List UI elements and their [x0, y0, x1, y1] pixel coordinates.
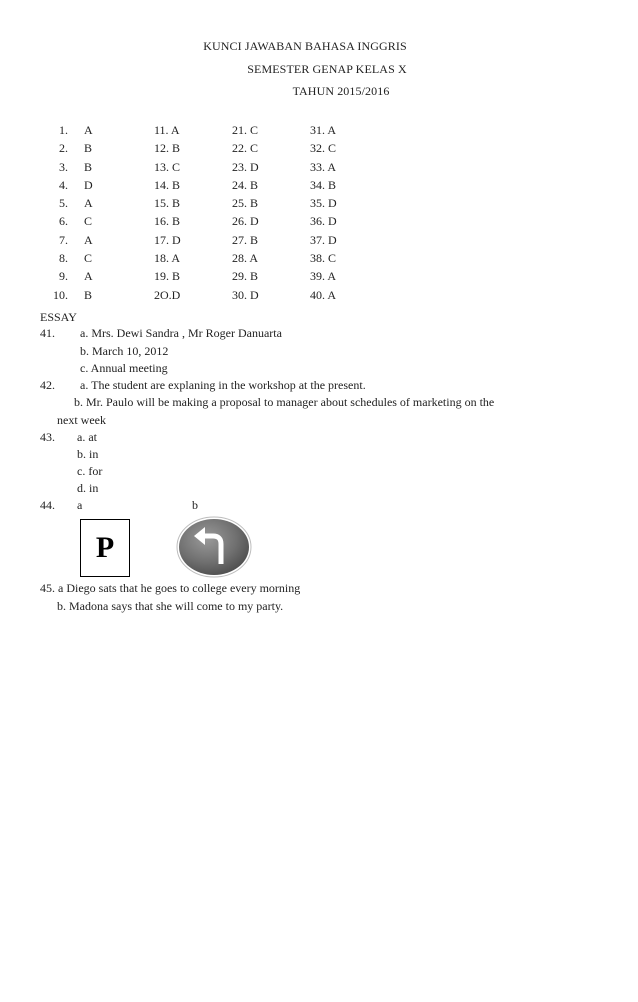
question-number-42: 42. — [40, 378, 55, 392]
answer-43d: d. in — [77, 481, 99, 495]
answer-item: 2O.D — [154, 287, 181, 302]
answer-item: 40. A — [310, 287, 337, 302]
answer-column-1 — [40, 121, 93, 304]
answer-item: 17. D — [154, 232, 181, 247]
answer-item: 31. A — [310, 123, 337, 137]
answer-item: 33. A — [310, 159, 337, 174]
answer-item: 16. B — [154, 214, 181, 229]
question-number-43: 43. — [40, 430, 55, 444]
answer-item: 28. A — [232, 251, 259, 266]
answer-row: 10. B — [53, 287, 93, 302]
answer-row: 1. A — [59, 123, 93, 137]
answer-item: 29. B — [232, 269, 259, 284]
answer-column-4 — [310, 121, 337, 304]
answer-item: 15. B — [154, 196, 181, 211]
answer-43a: a. at — [77, 430, 97, 444]
subtitle-year: TAHUN 2015/2016 — [292, 84, 390, 98]
answer-item: 21. C — [232, 123, 259, 137]
answer-item: 25. B — [232, 196, 259, 211]
answer-item: 14. B — [154, 177, 181, 192]
answer-item: 35. D — [310, 196, 337, 211]
essay-heading: ESSAY — [40, 310, 77, 324]
answer-42b-continued: next week — [57, 413, 106, 427]
answer-row: 4. D — [59, 177, 93, 192]
answer-row: 5. A — [59, 196, 93, 211]
answer-45b: b. Madona says that she will come to my party. — [57, 599, 284, 613]
answer-item: 27. B — [232, 232, 259, 247]
answer-item: 12. B — [154, 141, 181, 156]
answer-item: 26. D — [232, 214, 259, 229]
answer-44a-label: a — [77, 498, 83, 512]
answer-41b: b. March 10, 2012 — [80, 344, 169, 358]
answer-item: 34. B — [310, 177, 337, 192]
answer-item: 13. C — [154, 159, 181, 174]
answer-item: 30. D — [232, 287, 259, 302]
answer-item: 18. A — [154, 251, 181, 266]
answer-row: 7. A — [59, 232, 93, 247]
answer-44b-label: b — [192, 498, 198, 512]
parking-sign-icon — [80, 519, 130, 577]
answer-column-2 — [154, 121, 181, 304]
answer-row: 9. A — [59, 269, 93, 284]
answer-item: 19. B — [154, 269, 181, 284]
answer-row: 6. C — [59, 214, 93, 229]
answer-item: 22. C — [232, 141, 259, 156]
answer-item: 24. B — [232, 177, 259, 192]
question-number-41: 41. — [40, 326, 55, 340]
answer-item: 37. D — [310, 232, 337, 247]
answer-43b: b. in — [77, 447, 99, 461]
answer-42a: a. The student are explaning in the workshop at the present. — [80, 378, 366, 392]
answer-item: 11. A — [154, 123, 180, 137]
answer-item: 23. D — [232, 159, 259, 174]
answer-43c: c. for — [77, 464, 103, 478]
answer-item: 36. D — [310, 214, 337, 229]
answer-item: 32. C — [310, 141, 337, 156]
answer-row: 3. B — [59, 159, 93, 174]
answer-row: 2. B — [59, 141, 93, 156]
turn-left-sign-icon — [175, 516, 255, 580]
parking-sign-letter: P — [95, 531, 115, 564]
answer-42b: b. Mr. Paulo will be making a proposal to manager about schedules of marketing on the — [74, 395, 495, 409]
answer-item: 38. C — [310, 251, 337, 266]
answer-column-3 — [232, 121, 259, 304]
title: KUNCI JAWABAN BAHASA INGGRIS — [203, 39, 407, 53]
answer-41a: a. Mrs. Dewi Sandra , Mr Roger Danuarta — [80, 326, 282, 340]
answer-41c: c. Annual meeting — [80, 361, 168, 375]
question-number-44: 44. — [40, 498, 55, 512]
answer-45a: 45. a Diego sats that he goes to college every morning — [40, 581, 301, 595]
answer-row: 8. C — [59, 251, 93, 266]
answer-item: 39. A — [310, 269, 337, 284]
subtitle-semester: SEMESTER GENAP KELAS X — [247, 62, 407, 76]
